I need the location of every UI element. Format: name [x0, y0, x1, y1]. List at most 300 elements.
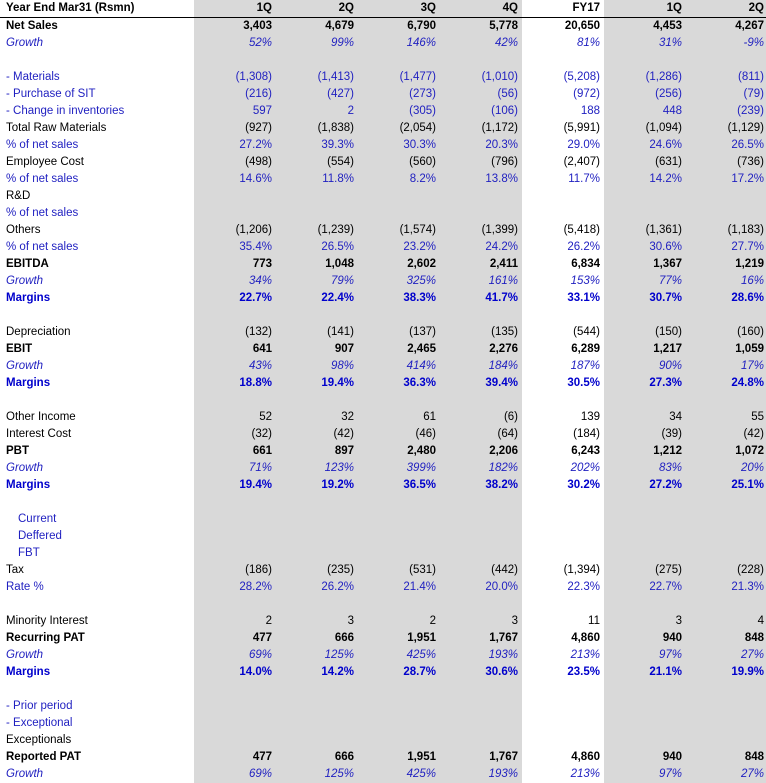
table-row: [0, 579, 766, 596]
row-value: (1,838): [317, 122, 354, 134]
row-value: (1,413): [317, 71, 354, 83]
row-value: [604, 596, 686, 613]
row-value: 2,465: [407, 343, 436, 355]
table-row: [0, 52, 766, 69]
row-value: [194, 732, 276, 749]
row-value: [194, 188, 276, 205]
table-row: [0, 239, 766, 256]
row-value: [686, 511, 766, 528]
row-value: 61: [423, 411, 436, 423]
row-value: [194, 511, 276, 528]
row-value: 2: [265, 615, 272, 627]
row-value: [276, 205, 358, 222]
row-value: 414%: [406, 360, 436, 372]
row-value: [604, 528, 686, 545]
row-label: Margins: [6, 666, 51, 678]
row-label: Tax: [6, 564, 24, 576]
header-col-1q: 1Q: [194, 0, 276, 18]
row-value: [686, 528, 766, 545]
row-value: [276, 596, 358, 613]
table-body: [0, 18, 766, 783]
row-value: [358, 715, 440, 732]
table-row: [0, 18, 766, 36]
row-value: 1,212: [653, 445, 682, 457]
row-value: 1,072: [735, 445, 764, 457]
row-value: 77%: [658, 275, 682, 287]
row-label: - Change in inventories: [6, 105, 125, 117]
row-value: 477: [252, 632, 272, 644]
row-value: [194, 392, 276, 409]
row-label: % of net sales: [6, 139, 79, 151]
row-value: 13.8%: [485, 173, 518, 185]
row-value: 8.2%: [409, 173, 436, 185]
row-value: 22.7%: [239, 292, 272, 304]
row-value: [358, 188, 440, 205]
row-value: 897: [334, 445, 354, 457]
row-value: [194, 715, 276, 732]
row-value: [686, 596, 766, 613]
row-value: 5,778: [489, 20, 518, 32]
row-value: [194, 52, 276, 69]
table-row: [0, 511, 766, 528]
row-value: [522, 698, 604, 715]
row-value: 38.3%: [403, 292, 436, 304]
row-value: [522, 52, 604, 69]
row-value: 22.7%: [649, 581, 682, 593]
row-value: [276, 511, 358, 528]
row-value: 4: [757, 615, 764, 627]
row-value: [194, 596, 276, 613]
row-value: 27.2%: [649, 479, 682, 491]
row-value: (135): [491, 326, 518, 338]
row-label: Reported PAT: [6, 751, 81, 763]
row-value: [276, 392, 358, 409]
table-row: [0, 256, 766, 273]
row-value: 2,602: [407, 258, 436, 270]
row-value: 20.0%: [485, 581, 518, 593]
row-value: (927): [245, 122, 272, 134]
row-value: (141): [327, 326, 354, 338]
row-value: 55: [751, 411, 764, 423]
row-value: 39.4%: [485, 377, 518, 389]
row-value: 23.2%: [403, 241, 436, 253]
row-value: 36.3%: [403, 377, 436, 389]
row-value: 907: [334, 343, 354, 355]
row-value: 940: [662, 632, 682, 644]
row-label: % of net sales: [6, 173, 79, 185]
row-value: 27.3%: [649, 377, 682, 389]
row-value: 34%: [248, 275, 272, 287]
header-label: Year End Mar31 (Rsmn): [0, 0, 194, 18]
row-value: 39.3%: [321, 139, 354, 151]
row-value: 34: [669, 411, 682, 423]
row-label: Current: [18, 513, 57, 525]
row-value: 2: [347, 105, 354, 117]
row-value: (137): [409, 326, 436, 338]
row-value: [358, 511, 440, 528]
row-value: (186): [245, 564, 272, 576]
row-value: 773: [252, 258, 272, 270]
row-value: 26.2%: [321, 581, 354, 593]
row-value: 193%: [488, 649, 518, 661]
row-value: (560): [409, 156, 436, 168]
row-value: (5,208): [563, 71, 600, 83]
row-value: 1,767: [489, 632, 518, 644]
row-value: 52%: [248, 37, 272, 49]
row-value: [194, 494, 276, 511]
row-value: (184): [573, 428, 600, 440]
row-value: (106): [491, 105, 518, 117]
row-value: 97%: [658, 768, 682, 780]
row-value: 14.6%: [239, 173, 272, 185]
row-value: [604, 494, 686, 511]
row-value: (32): [251, 428, 272, 440]
table-row: [0, 188, 766, 205]
row-value: 43%: [248, 360, 272, 372]
row-value: 2: [429, 615, 436, 627]
row-value: 1,217: [653, 343, 682, 355]
row-value: [358, 681, 440, 698]
row-value: [276, 545, 358, 562]
row-value: 21.3%: [731, 581, 764, 593]
row-value: [276, 188, 358, 205]
row-value: (1,574): [399, 224, 436, 236]
row-value: 19.2%: [321, 479, 354, 491]
row-label: EBITDA: [6, 258, 49, 270]
row-label: - Purchase of SIT: [6, 88, 96, 100]
row-value: 27.7%: [731, 241, 764, 253]
row-value: [686, 52, 766, 69]
row-value: 1,767: [489, 751, 518, 763]
row-value: 425%: [406, 768, 436, 780]
row-value: 14.0%: [239, 666, 272, 678]
row-value: 30.2%: [567, 479, 600, 491]
row-value: (39): [661, 428, 682, 440]
row-value: [604, 52, 686, 69]
row-value: [194, 698, 276, 715]
table-row: [0, 273, 766, 290]
row-value: 35.4%: [239, 241, 272, 253]
row-value: (79): [743, 88, 764, 100]
row-value: 79%: [330, 275, 354, 287]
row-value: 29.0%: [567, 139, 600, 151]
row-value: [604, 392, 686, 409]
row-value: 28.6%: [731, 292, 764, 304]
table-row: [0, 324, 766, 341]
row-value: 25.1%: [731, 479, 764, 491]
row-value: (235): [327, 564, 354, 576]
row-value: 31%: [658, 37, 682, 49]
row-value: (275): [655, 564, 682, 576]
row-value: 597: [252, 105, 272, 117]
row-value: 36.5%: [403, 479, 436, 491]
row-value: (42): [743, 428, 764, 440]
row-value: (256): [655, 88, 682, 100]
row-value: 21.1%: [649, 666, 682, 678]
row-label: [0, 52, 194, 69]
row-label: % of net sales: [6, 241, 79, 253]
row-value: 17.2%: [731, 173, 764, 185]
header-col-3q: 3Q: [358, 0, 440, 18]
row-value: 193%: [488, 768, 518, 780]
row-value: 477: [252, 751, 272, 763]
row-value: 2,276: [489, 343, 518, 355]
row-value: (1,183): [727, 224, 764, 236]
table-row: [0, 103, 766, 120]
table-row: [0, 664, 766, 681]
row-value: [194, 307, 276, 324]
row-label: Margins: [6, 377, 51, 389]
row-label: Growth: [6, 275, 44, 287]
row-value: [604, 715, 686, 732]
row-value: [358, 698, 440, 715]
row-value: [686, 188, 766, 205]
table-header-row: [0, 0, 766, 18]
row-value: (1,239): [317, 224, 354, 236]
row-value: 71%: [248, 462, 272, 474]
row-label: - Materials: [6, 71, 60, 83]
row-value: [358, 545, 440, 562]
table-row: [0, 35, 766, 52]
row-value: [440, 188, 522, 205]
row-value: (42): [333, 428, 354, 440]
row-value: 125%: [324, 768, 354, 780]
row-value: 20%: [740, 462, 764, 474]
row-value: [522, 528, 604, 545]
row-value: 139: [580, 411, 600, 423]
row-value: (1,308): [235, 71, 272, 83]
table-row: [0, 715, 766, 732]
row-value: 1,048: [325, 258, 354, 270]
row-value: [276, 52, 358, 69]
row-value: 98%: [330, 360, 354, 372]
row-value: 848: [744, 632, 764, 644]
row-value: 20.3%: [485, 139, 518, 151]
row-value: [522, 511, 604, 528]
row-value: 4,860: [571, 751, 600, 763]
row-value: (1,094): [645, 122, 682, 134]
row-value: [194, 205, 276, 222]
row-value: 848: [744, 751, 764, 763]
row-label: Total Raw Materials: [6, 122, 107, 134]
row-label: Rate %: [6, 581, 44, 593]
row-value: [440, 732, 522, 749]
row-value: (796): [491, 156, 518, 168]
row-value: 42%: [494, 37, 518, 49]
table-row: [0, 460, 766, 477]
row-value: 27.2%: [239, 139, 272, 151]
row-value: (811): [738, 71, 764, 83]
row-value: 30.3%: [403, 139, 436, 151]
row-value: 14.2%: [649, 173, 682, 185]
row-value: [522, 732, 604, 749]
row-value: (972): [573, 88, 600, 100]
table-row: [0, 681, 766, 698]
row-value: [522, 307, 604, 324]
row-value: 69%: [248, 768, 272, 780]
row-label: Net Sales: [6, 20, 58, 32]
row-value: 83%: [658, 462, 682, 474]
table-row: [0, 732, 766, 749]
row-value: [276, 681, 358, 698]
row-value: 24.8%: [731, 377, 764, 389]
row-value: 24.2%: [485, 241, 518, 253]
row-value: 52: [259, 411, 272, 423]
row-value: 4,267: [735, 20, 764, 32]
row-value: 17%: [740, 360, 764, 372]
row-value: [440, 52, 522, 69]
row-value: 30.6%: [485, 666, 518, 678]
row-value: [604, 732, 686, 749]
row-value: 38.2%: [485, 479, 518, 491]
row-value: [686, 545, 766, 562]
row-value: 22.4%: [321, 292, 354, 304]
row-value: 26.2%: [567, 241, 600, 253]
row-value: (1,172): [481, 122, 518, 134]
row-label: - Exceptional: [6, 717, 73, 729]
row-value: 24.6%: [649, 139, 682, 151]
table-row: [0, 562, 766, 579]
row-value: [522, 494, 604, 511]
table-row: [0, 290, 766, 307]
row-value: (1,206): [235, 224, 272, 236]
table-row: [0, 545, 766, 562]
row-value: [522, 205, 604, 222]
table-row: [0, 426, 766, 443]
table-row: [0, 613, 766, 630]
row-value: [358, 596, 440, 613]
row-value: (132): [245, 326, 272, 338]
row-value: 1,951: [407, 751, 436, 763]
row-value: [276, 494, 358, 511]
row-value: 125%: [324, 649, 354, 661]
row-label: Others: [6, 224, 41, 236]
row-value: 1,951: [407, 632, 436, 644]
row-value: 6,834: [571, 258, 600, 270]
row-value: 188: [580, 105, 600, 117]
row-value: 661: [252, 445, 272, 457]
row-label: PBT: [6, 445, 29, 457]
table-row: [0, 137, 766, 154]
row-value: [276, 698, 358, 715]
row-label: R&D: [6, 190, 31, 202]
row-value: 213%: [570, 768, 600, 780]
row-value: [358, 307, 440, 324]
table-row: [0, 171, 766, 188]
row-value: 27%: [740, 768, 764, 780]
row-value: (228): [737, 564, 764, 576]
table-row: [0, 443, 766, 460]
row-value: 6,790: [407, 20, 436, 32]
row-value: 19.9%: [731, 666, 764, 678]
row-label: Interest Cost: [6, 428, 72, 440]
row-label: Growth: [6, 462, 44, 474]
row-label: [0, 494, 194, 511]
row-value: (631): [655, 156, 682, 168]
header-col-4q: 4Q: [440, 0, 522, 18]
row-value: 14.2%: [321, 666, 354, 678]
row-value: [440, 698, 522, 715]
row-label: Deffered: [18, 530, 62, 542]
row-label: Margins: [6, 292, 51, 304]
row-value: 28.7%: [403, 666, 436, 678]
table-row: [0, 222, 766, 239]
row-value: 11: [588, 615, 600, 627]
row-value: 1,219: [735, 258, 764, 270]
row-value: 97%: [658, 649, 682, 661]
row-value: [604, 188, 686, 205]
table-row: [0, 630, 766, 647]
row-value: 2,411: [489, 258, 518, 270]
row-value: 26.5%: [321, 241, 354, 253]
row-value: (498): [245, 156, 272, 168]
row-value: [686, 392, 766, 409]
row-value: [194, 681, 276, 698]
table-row: [0, 154, 766, 171]
row-value: 90%: [658, 360, 682, 372]
row-value: (216): [245, 88, 272, 100]
row-value: (1,477): [399, 71, 436, 83]
row-value: 4,679: [325, 20, 354, 32]
row-value: (6): [503, 411, 518, 423]
row-value: (160): [737, 326, 764, 338]
row-value: 666: [334, 751, 354, 763]
row-value: 202%: [570, 462, 600, 474]
row-value: [522, 188, 604, 205]
row-value: [358, 52, 440, 69]
row-label: EBIT: [6, 343, 33, 355]
row-value: (1,394): [563, 564, 600, 576]
row-value: 2,480: [407, 445, 436, 457]
row-value: (544): [573, 326, 600, 338]
row-value: [686, 494, 766, 511]
row-label: Exceptionals: [6, 734, 72, 746]
table-row: [0, 205, 766, 222]
table-row: [0, 392, 766, 409]
row-value: 11.7%: [568, 173, 600, 185]
row-value: 666: [334, 632, 354, 644]
row-value: 940: [662, 751, 682, 763]
row-value: [440, 596, 522, 613]
row-value: [358, 205, 440, 222]
row-label: Growth: [6, 37, 44, 49]
table-row: [0, 358, 766, 375]
table-row: [0, 528, 766, 545]
row-value: [440, 205, 522, 222]
row-value: 325%: [406, 275, 436, 287]
row-label: Growth: [6, 768, 44, 780]
row-value: [686, 681, 766, 698]
row-value: [194, 528, 276, 545]
row-value: 16%: [740, 275, 764, 287]
row-value: (736): [737, 156, 764, 168]
header-col-2q: 2Q: [276, 0, 358, 18]
row-value: 27%: [740, 649, 764, 661]
row-value: [686, 698, 766, 715]
row-value: 6,289: [571, 343, 600, 355]
row-value: 3: [347, 615, 354, 627]
row-value: (46): [415, 428, 436, 440]
row-value: (1,129): [727, 122, 764, 134]
row-value: [358, 392, 440, 409]
row-label: FBT: [18, 547, 40, 559]
row-value: 448: [662, 105, 682, 117]
table-row: [0, 86, 766, 103]
row-label: % of net sales: [6, 207, 79, 219]
row-value: [440, 494, 522, 511]
row-value: 21.4%: [403, 581, 436, 593]
row-value: [686, 307, 766, 324]
